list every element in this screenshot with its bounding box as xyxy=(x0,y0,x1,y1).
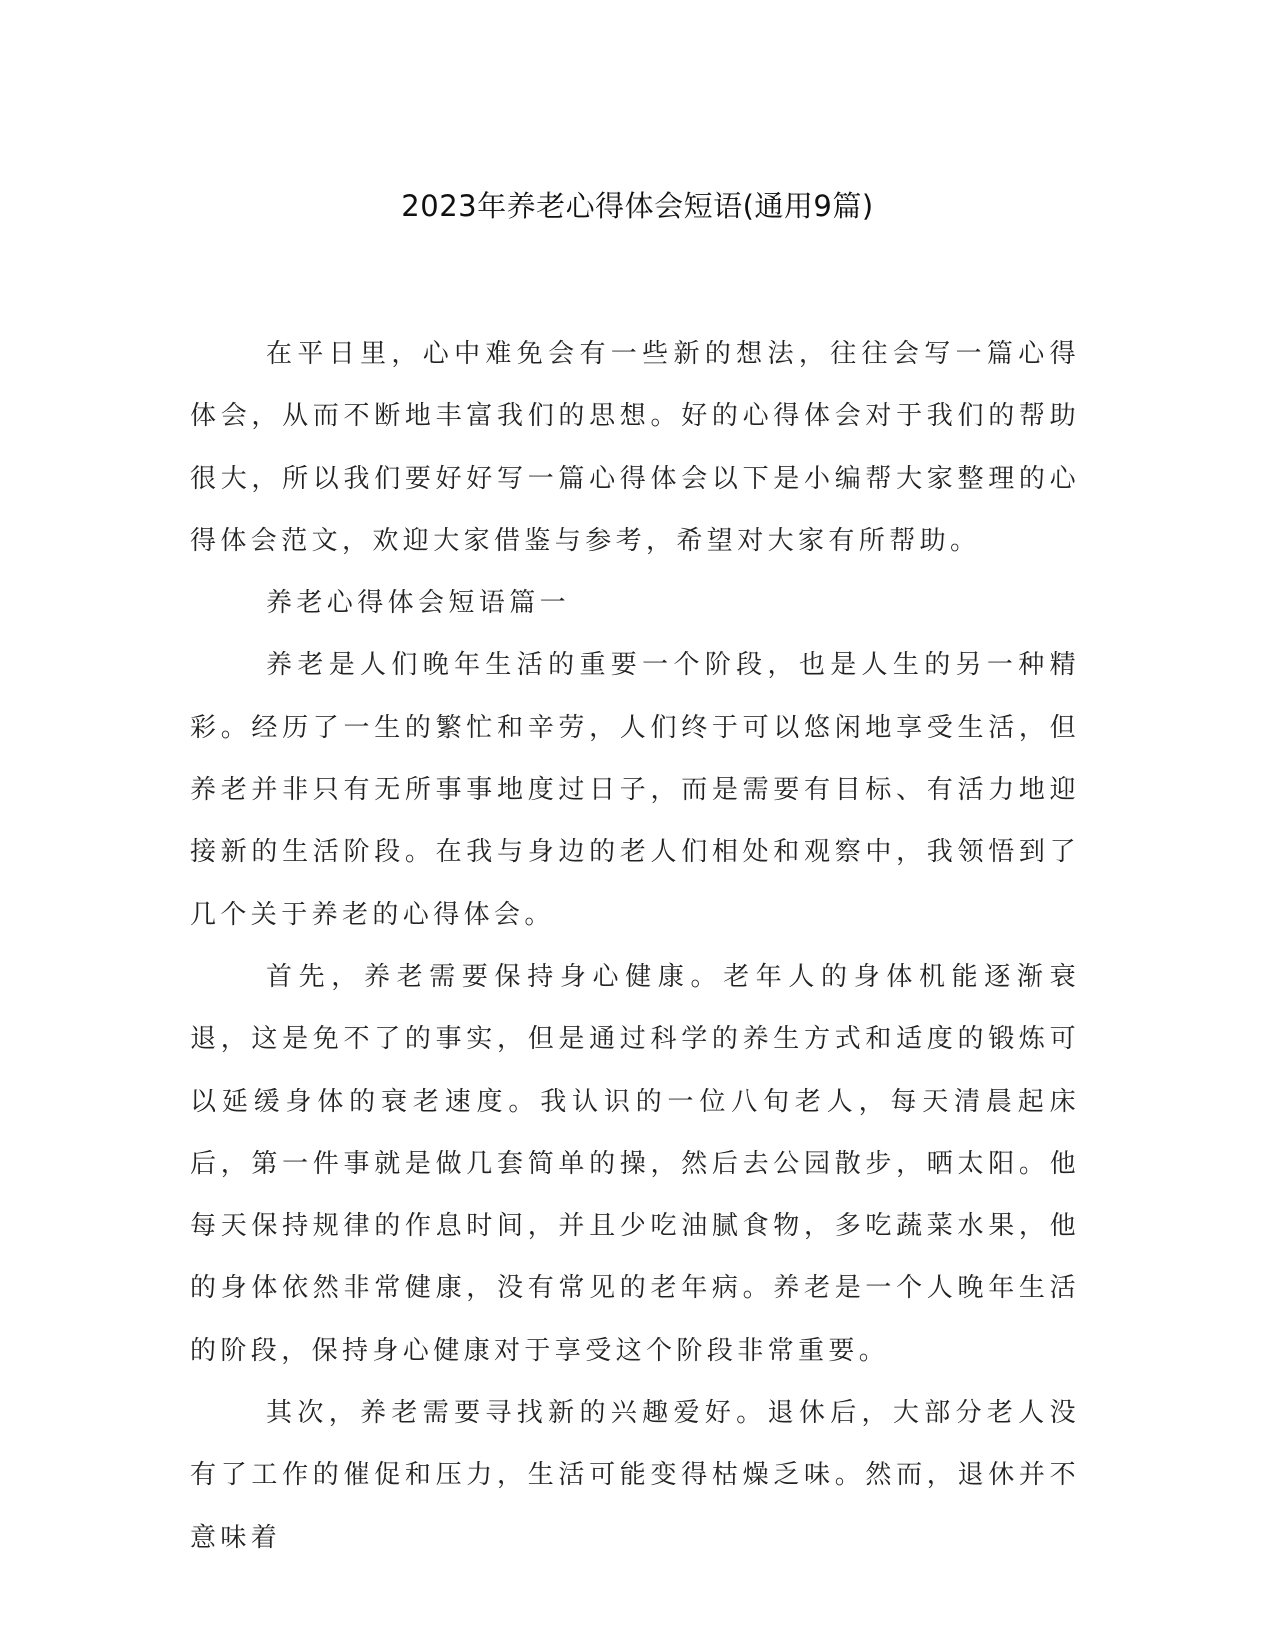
intro-paragraph: 在平日里，心中难免会有一些新的想法，往往会写一篇心得体会，从而不断地丰富我们的思想。好的心得体会对于我们的帮助很大，所以我们要好好写一篇心得体会以下是小编帮大家整理的心得体会范文，欢迎大家借鉴与参考，希望对大家有所帮助。 xyxy=(190,339,1080,556)
body-paragraph: 其次，养老需要寻找新的兴趣爱好。退休后，大部分老人没有了工作的催促和压力，生活可能变得枯燥乏味。然而，退休并不意味着 xyxy=(190,1398,1080,1553)
document-body xyxy=(190,323,1080,1569)
document-title: 2023年养老心得体会短语(通用9篇) xyxy=(401,189,874,223)
section-heading: 养老心得体会短语篇一 xyxy=(266,588,571,619)
body-paragraph: 首先，养老需要保持身心健康。老年人的身体机能逐渐衰退，这是免不了的事实，但是通过科学的养生方式和适度的锻炼可以延缓身体的衰老速度。我认识的一位八旬老人，每天清晨起床后，第一件事就是做几套简单的操，然后去公园散步，晒太阳。他每天保持规律的作息时间，并且少吃油腻食物，多吃蔬菜水果，他的身体依然非常健康，没有常见的老年病。养老是一个人晚年生活的阶段，保持身心健康对于享受这个阶段非常重要。 xyxy=(190,961,1080,1366)
body-paragraph: 养老是人们晚年生活的重要一个阶段，也是人生的另一种精彩。经历了一生的繁忙和辛劳，人们终于可以悠闲地享受生活，但养老并非只有无所事事地度过日子，而是需要有目标、有活力地迎接新的生活阶段。在我与身边的老人们相处和观察中，我领悟到了几个关于养老的心得体会。 xyxy=(190,650,1080,930)
